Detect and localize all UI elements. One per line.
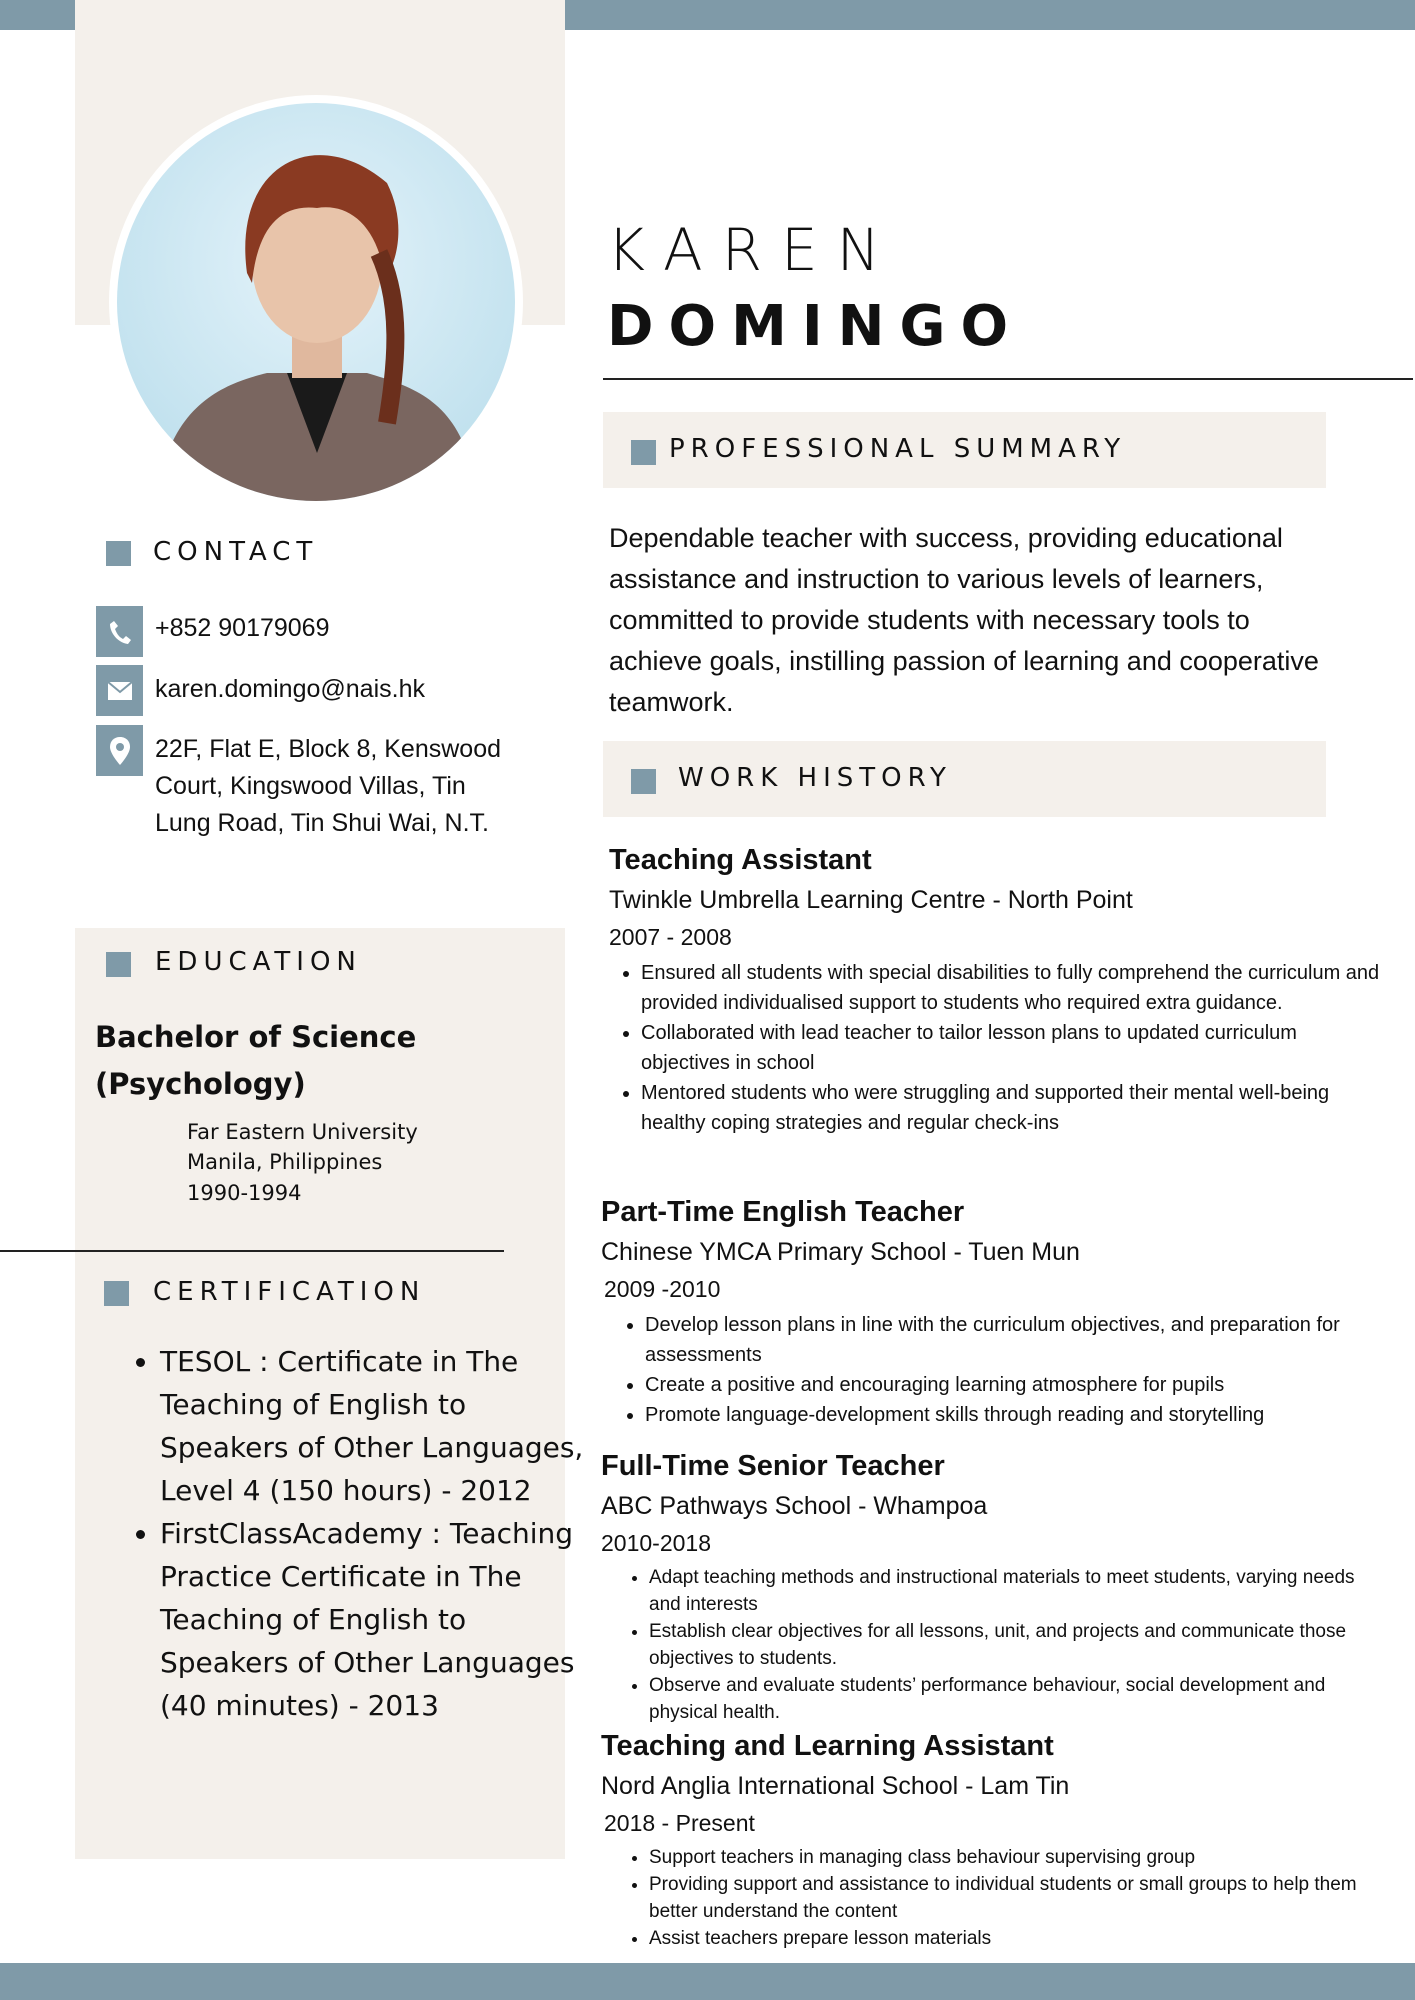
job-company: Twinkle Umbrella Learning Centre - North Point: [609, 886, 1133, 914]
job-bullet: • Establish clear objectives for all lessons, unit, and projects and communicate those objectives to students.: [649, 1618, 1389, 1672]
section-square-icon: [631, 769, 656, 794]
job-dates: 2009 -2010: [604, 1276, 721, 1302]
job-company: Nord Anglia International School - Lam Tin: [601, 1772, 1070, 1800]
job-bullet: • Observe and evaluate students’ performance behaviour, social development and physical health.: [649, 1672, 1389, 1726]
profile-photo: [117, 103, 515, 501]
job-bullet: • Create a positive and encouraging learning atmosphere for pupils: [645, 1370, 1375, 1400]
job-bullet: • Promote language-development skills through reading and storytelling: [645, 1400, 1375, 1430]
summary-heading: PROFESSIONAL SUMMARY: [669, 434, 1127, 464]
job-entry: [609, 840, 1389, 1138]
education-degree: Bachelor of Science (Psychology): [95, 1020, 417, 1101]
job-bullet: • Ensured all students with special disabilities to fully comprehend the curriculum and provided individualised support to students who required extra guidance.: [641, 958, 1386, 1018]
summary-header: [603, 412, 1326, 488]
job-title: Teaching Assistant: [609, 844, 872, 876]
section-square-icon: [106, 952, 131, 977]
bottom-bar: [0, 1963, 1415, 2000]
job-title: Part-Time English Teacher: [601, 1196, 965, 1228]
certification-item: • FirstClassAcademy : Teaching Practice Certificate in The Teaching of English to Speakers of Other Languages (40 minutes) - 2013: [160, 1512, 600, 1727]
job-bullet: • Develop lesson plans in line with the curriculum objectives, and preparation for assessments: [645, 1310, 1375, 1370]
job-bullets: [609, 958, 1386, 1138]
job-bullet: • Mentored students who were struggling and supported their mental well-being healthy coping strategies and regular check-ins: [641, 1078, 1386, 1138]
job-entry: [601, 1192, 1381, 1430]
location-pin-icon: [96, 725, 143, 776]
education-years: 1990-1994: [187, 1181, 302, 1205]
education-divider: [0, 1250, 504, 1252]
job-dates: 2007 - 2008: [609, 924, 732, 950]
job-bullet: • Support teachers in managing class behaviour supervising group: [649, 1844, 1389, 1871]
job-company: Chinese YMCA Primary School - Tuen Mun: [601, 1238, 1080, 1266]
contact-heading: CONTACT: [153, 537, 319, 567]
education-heading: EDUCATION: [155, 947, 362, 977]
job-title: Teaching and Learning Assistant: [601, 1730, 1054, 1762]
certification-list: [120, 1340, 600, 1727]
job-bullets: [601, 1844, 1389, 1952]
job-entry: [601, 1726, 1381, 1952]
job-bullet: • Assist teachers prepare lesson materials: [649, 1925, 1389, 1952]
email-icon: [96, 665, 143, 716]
job-bullet: • Collaborated with lead teacher to tailor lesson plans to updated curriculum objectives in school: [641, 1018, 1386, 1078]
job-dates: 2010-2018: [601, 1530, 711, 1556]
contact-phone[interactable]: +852 90179069: [155, 614, 330, 642]
section-square-icon: [631, 440, 656, 465]
job-company: ABC Pathways School - Whampoa: [601, 1492, 988, 1520]
education-school: Far Eastern University: [187, 1120, 418, 1144]
name-divider: [603, 378, 1413, 380]
contact-email[interactable]: karen.domingo@nais.hk: [155, 675, 425, 703]
job-bullets: [601, 1564, 1389, 1726]
section-square-icon: [104, 1281, 129, 1306]
job-bullet: • Adapt teaching methods and instructional materials to meet students, varying needs and interests: [649, 1564, 1389, 1618]
certification-item: • TESOL : Certificate in The Teaching of English to Speakers of Other Languages, Level 4 (150 hours) - 2012: [160, 1340, 600, 1512]
work-heading: WORK HISTORY: [678, 763, 952, 793]
first-name: KAREN: [607, 216, 900, 284]
last-name: DOMINGO: [607, 294, 1024, 359]
education-location: Manila, Philippines: [187, 1150, 383, 1174]
certification-heading: CERTIFICATION: [153, 1277, 426, 1307]
job-dates: 2018 - Present: [604, 1810, 755, 1836]
phone-icon: [96, 606, 143, 657]
job-bullet: • Providing support and assistance to individual students or small groups to help them better understand the content: [649, 1871, 1389, 1925]
summary-text: Dependable teacher with success, providing educational assistance and instruction to various levels of learners, committed to provide students with necessary tools to achieve goals, instilling passion of learning and cooperative teamwork.: [609, 523, 1319, 717]
work-header: [603, 741, 1326, 817]
section-square-icon: [106, 541, 131, 566]
job-bullets: [601, 1310, 1375, 1430]
job-entry: [601, 1446, 1381, 1726]
job-title: Full-Time Senior Teacher: [601, 1450, 945, 1482]
contact-address: 22F, Flat E, Block 8, Kenswood Court, Kingswood Villas, Tin Lung Road, Tin Shui Wai, N.T.: [155, 735, 502, 837]
